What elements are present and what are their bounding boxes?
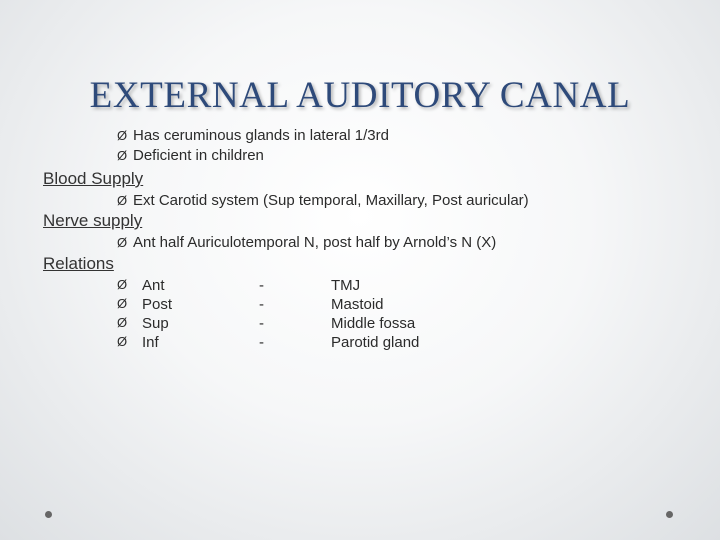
arrow-bullet-icon: Ø — [117, 315, 128, 330]
arrow-bullet-icon: Ø — [117, 193, 128, 208]
intro-bullet — [117, 127, 389, 145]
bullet-text: Ext Carotid system (Sup temporal, Maxillary, Post auricular) — [133, 192, 529, 209]
relation-side: Sup — [142, 315, 169, 332]
relation-structure: Middle fossa — [331, 315, 416, 332]
relation-dash: - — [259, 334, 264, 351]
relation-row — [117, 334, 447, 352]
relation-row — [117, 315, 447, 333]
relation-row — [117, 277, 447, 295]
arrow-bullet-icon: Ø — [117, 235, 128, 250]
nerve-supply-bullet — [117, 234, 496, 252]
relation-structure: Mastoid — [331, 296, 384, 313]
relation-dash: - — [259, 315, 264, 332]
arrow-bullet-icon: Ø — [117, 296, 128, 311]
intro-bullet — [117, 147, 264, 165]
relation-row — [117, 296, 447, 314]
arrow-bullet-icon: Ø — [117, 277, 128, 292]
blood-supply-bullet — [117, 192, 529, 210]
corner-dot-icon — [45, 511, 52, 518]
heading-blood-supply: Blood Supply — [43, 169, 144, 188]
arrow-bullet-icon: Ø — [117, 128, 128, 143]
heading-relations: Relations — [43, 254, 114, 273]
relation-structure: TMJ — [331, 277, 361, 294]
relation-dash: - — [259, 277, 264, 294]
relation-side: Post — [142, 296, 173, 313]
relation-dash: - — [259, 296, 264, 313]
arrow-bullet-icon: Ø — [117, 334, 128, 349]
bullet-text: Ant half Auriculotemporal N, post half by Arnold’s N (X) — [133, 234, 497, 251]
relation-side: Ant — [142, 277, 165, 294]
relation-side: Inf — [142, 334, 159, 351]
arrow-bullet-icon: Ø — [117, 148, 128, 163]
slide-title: EXTERNAL AUDITORY CANAL — [89, 75, 631, 116]
heading-nerve-supply: Nerve supply — [43, 211, 143, 230]
bullet-text: Has ceruminous glands in lateral 1/3rd — [133, 127, 389, 144]
relation-structure: Parotid gland — [331, 334, 420, 351]
bullet-text: Deficient in children — [133, 147, 264, 164]
corner-dot-icon — [666, 511, 673, 518]
